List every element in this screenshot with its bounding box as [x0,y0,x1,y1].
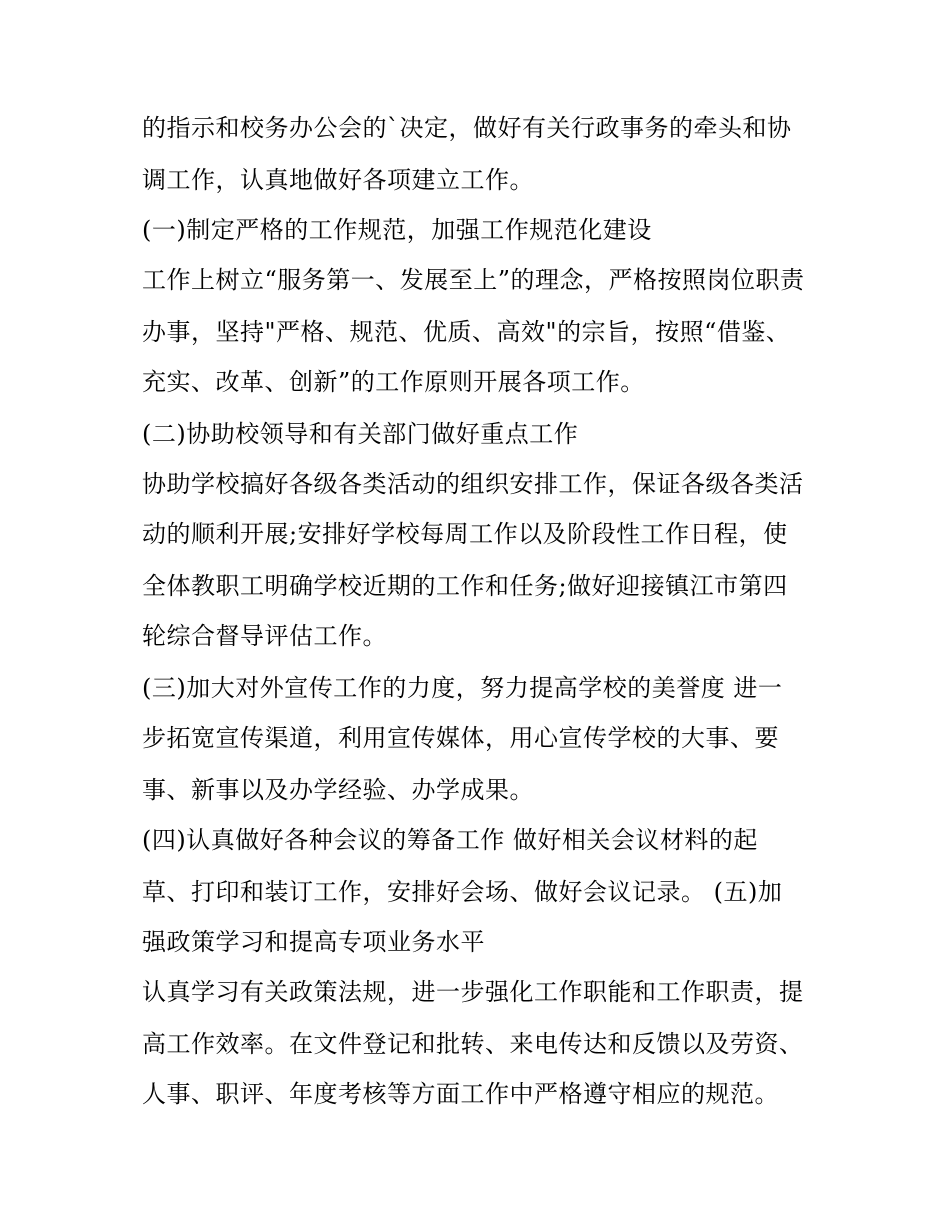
text-line: 人事、职评、年度考核等方面工作中严格遵守相应的规范。 [142,1080,779,1108]
text-line: 步拓宽宣传渠道，利用宣传媒体，用心宣传学校的大事、要 [142,724,779,752]
text-line: 强政策学习和提高专项业务水平 [142,928,485,956]
text-line: 轮综合督导评估工作。 [142,622,387,650]
section-heading: (三)加大对外宣传工作的力度，努力提高学校的美誉度 进一 [142,674,783,702]
text-line: 调工作，认真地做好各项建立工作。 [142,166,534,194]
text-line: 工作上树立“服务第一、发展至上”的理念，严格按照岗位职责 [142,266,805,294]
text-line: 事、新事以及办学经验、办学成果。 [142,776,534,804]
text-line: 办事，坚持"严格、规范、优质、高效"的宗旨，按照“借鉴、 [142,318,791,346]
text-line: 的指示和校务办公会的`决定，做好有关行政事务的牵头和协 [142,114,792,142]
section-heading: (四)认真做好各种会议的筹备工作 做好相关会议材料的起 [142,826,758,854]
text-line: 充实、改革、创新”的工作原则开展各项工作。 [142,368,645,396]
text-line: 认真学习有关政策法规，进一步强化工作职能和工作职责，提 [142,978,804,1006]
text-line: 协助学校搞好各级各类活动的组织安排工作，保证各级各类活 [142,470,804,498]
text-line: 全体教职工明确学校近期的工作和任务;做好迎接镇江市第四 [142,572,788,600]
text-line: 草、打印和装订工作，安排好会场、做好会议记录。 (五)加 [142,878,783,906]
text-line: 高工作效率。在文件登记和批转、来电传达和反馈以及劳资、 [142,1030,804,1058]
section-heading: (一)制定严格的工作规范，加强工作规范化建设 [142,216,652,244]
text-line: 动的顺利开展;安排好学校每周工作以及阶段性工作日程，使 [142,520,788,548]
section-heading: (二)协助校领导和有关部门做好重点工作 [142,420,579,448]
